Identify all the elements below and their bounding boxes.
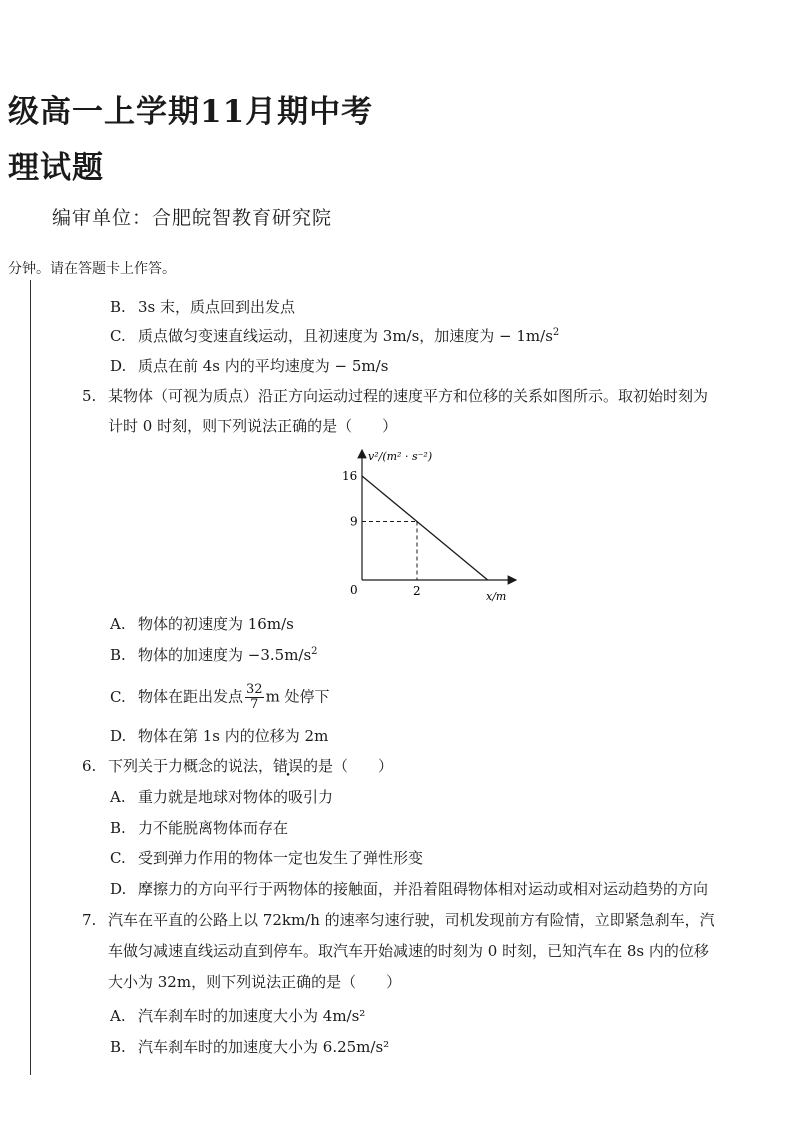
q5-option-d: D. 物体在第 1s 内的位移为 2m [110,727,329,745]
q4-option-c: C. 质点做匀变速直线运动，且初速度为 3m/s，加速度为 − $1m/s^2$ [110,327,560,345]
q7-stem-line3: 大小为 32m，则下列说法正确的是（ ） [108,973,402,991]
q5-option-a: A. 物体的初速度为 16m/s [110,615,294,633]
exam-title-line1: 级高一上学期11月期中考 [8,94,374,130]
q6-option-b: B. 力不能脱离物体而存在 [110,819,289,837]
emphasis-text: 错误 [273,757,304,775]
q4-option-d: D. 质点在前 4s 内的平均速度为 − 5m/s [110,357,389,375]
fraction: $\frac{32}{7}$ [246,682,263,712]
q6-stem: 下列关于力概念的说法，错误的是（ ） [108,757,394,775]
q7-option-a: A. 汽车刹车时的加速度大小为 4m/s² [110,1007,366,1025]
y-tick-label: 16 [342,469,358,483]
q6-option-c: C. 受到弹力作用的物体一定也发生了弹性形变 [110,849,424,867]
q5-graph [330,440,530,610]
q6-option-d: D. 摩擦力的方向平行于两物体的接触面，并沿着阻碍物体相对运动或相对运动趋势的方向 [110,880,709,898]
q5-option-b: B. 物体的加速度为 $-3.5m/s^2$ [110,646,318,664]
exam-notice: 分钟。请在答题卡上作答。 [8,261,176,277]
q5-option-c: C. 物体在距出发点 $\frac{32}{7}$ m 处停下 [110,682,330,712]
q7-option-b: B. 汽车刹车时的加速度大小为 6.25m/s² [110,1038,390,1056]
x-axis-label: x/m [486,590,507,603]
q6-number: 6. [82,757,97,775]
q5-stem-line1: 某物体（可视为质点）沿正方向运动过程的速度平方和位移的关系如图所示。取初始时刻为 [108,387,709,405]
q6-option-a: A. 重力就是地球对物体的吸引力 [110,788,334,806]
q4-option-b: B. 3s 末，质点回到出发点 [110,298,296,316]
editor-unit: 编审单位：合肥皖智教育研究院 [52,207,333,229]
q7-stem-line2: 车做匀减速直线运动直到停车。取汽车开始减速的时刻为 0 时刻，已知汽车在 8s 内的位移 [108,942,709,960]
margin-divider [30,280,31,1075]
x-tick-label: 2 [413,584,421,598]
y-axis-label: v²/(m² · s⁻²) [368,450,433,463]
exam-title-line2: 理试题 [8,150,104,186]
q5-number: 5. [82,387,97,405]
origin-label: 0 [350,583,358,597]
q7-stem-line1: 汽车在平直的公路上以 72km/h 的速率匀速行驶，司机发现前方有险情，立即紧急刹车，汽 [108,911,715,929]
q5-stem-line2: 计时 0 时刻，则下列说法正确的是（ ） [108,417,398,435]
series-line [362,476,488,580]
y-tick-label: 9 [350,514,358,529]
q7-number: 7. [82,911,97,929]
